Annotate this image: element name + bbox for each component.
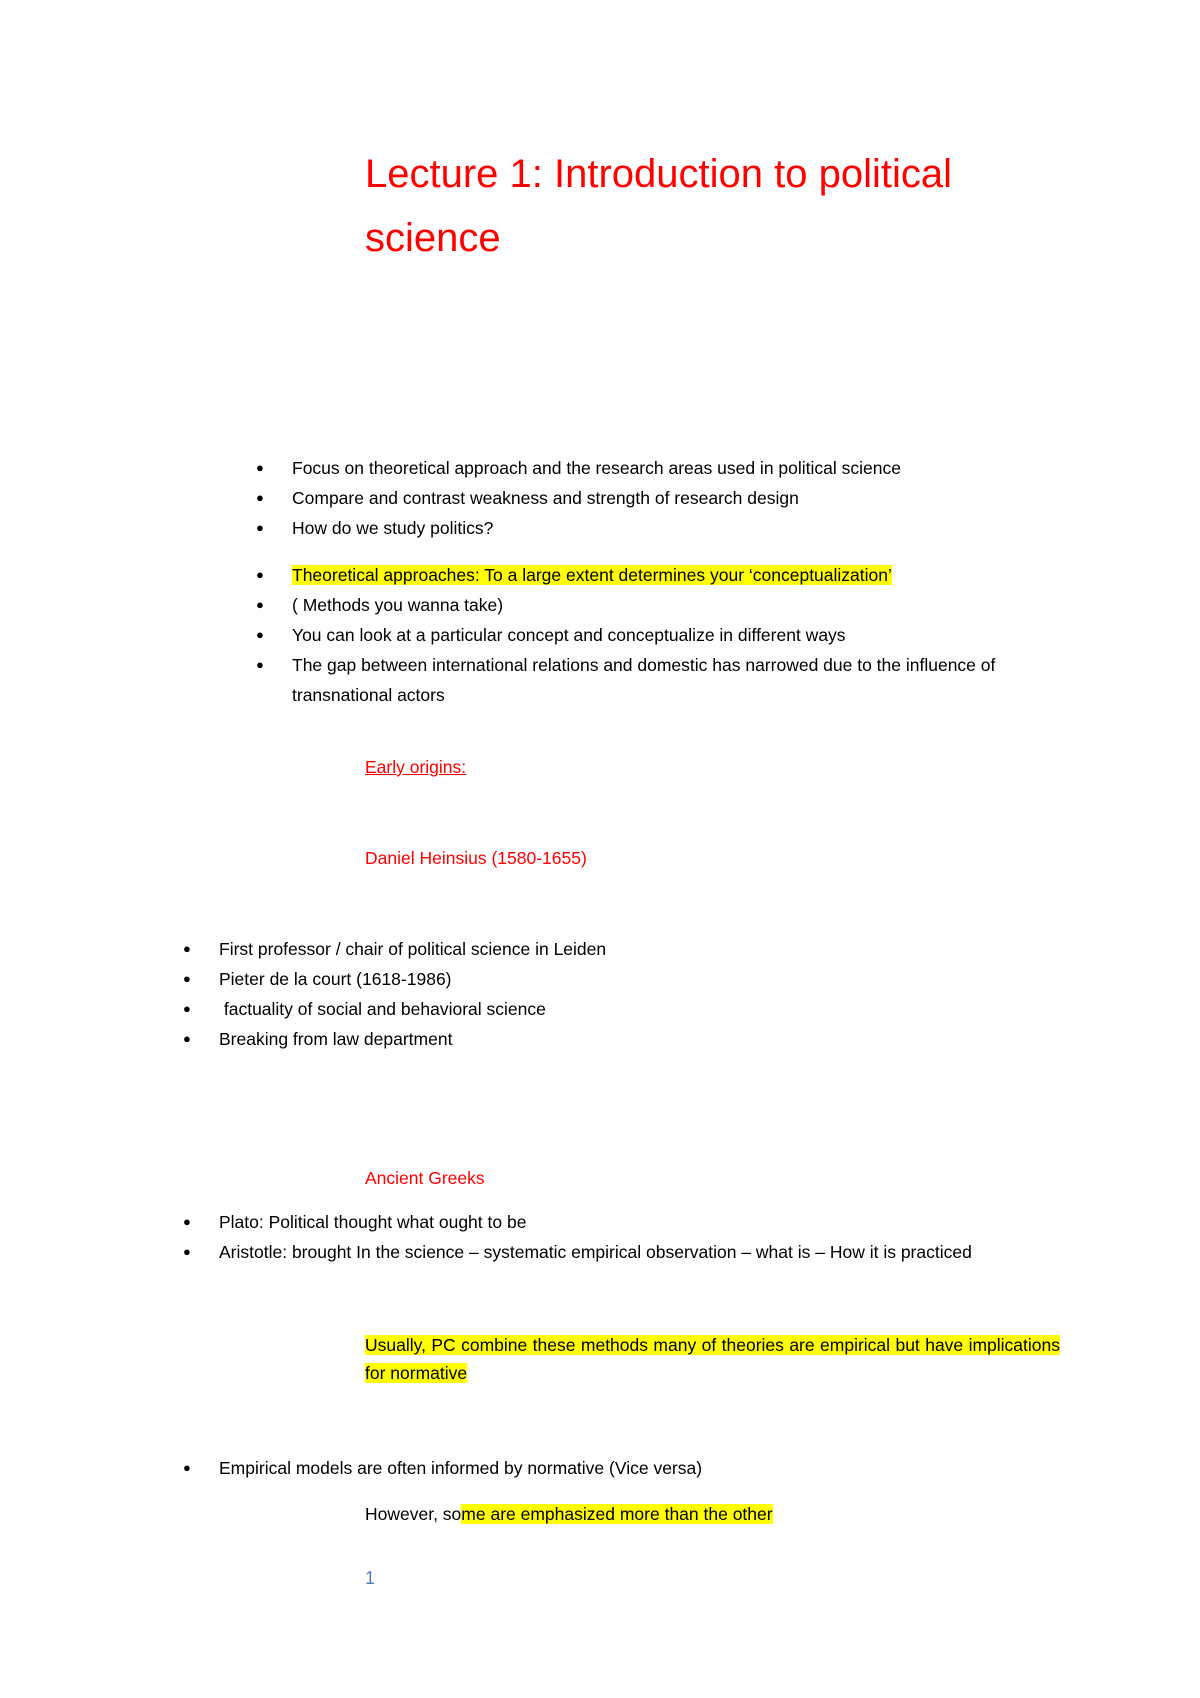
list-item: ● How do we study politics? xyxy=(292,513,1112,543)
list-item: ● ( Methods you wanna take) xyxy=(292,590,1072,620)
list-item xyxy=(256,560,1072,590)
bullet-icon: ● xyxy=(256,460,264,475)
bullet-icon: ● xyxy=(256,567,264,582)
approaches-bullet-list xyxy=(256,560,1072,710)
empirical-bullet-list xyxy=(183,1453,1039,1483)
bullet-icon: ● xyxy=(256,657,264,672)
list-item: ● Breaking from law department xyxy=(219,1024,1039,1054)
list-item: ● Aristotle: brought In the science – systematic empirical observation – what is – How it is practiced xyxy=(219,1237,1099,1267)
bullet-icon: ● xyxy=(256,597,264,612)
list-item: ● Empirical models are often informed by normative (Vice versa) xyxy=(219,1453,1039,1483)
list-item: ● Plato: Political thought what ought to be xyxy=(219,1207,1099,1237)
list-item: ● Focus on theoretical approach and the research areas used in political science xyxy=(292,453,1112,483)
bullet-icon: ● xyxy=(183,1244,191,1259)
list-item: ● Pieter de la court (1618-1986) xyxy=(219,964,1039,994)
intro-bullet-list xyxy=(256,453,1112,543)
bullet-icon: ● xyxy=(183,971,191,986)
bullet-icon: ● xyxy=(256,490,264,505)
section-heading-early-origins: Early origins: xyxy=(365,757,467,777)
methods-paragraph xyxy=(365,1331,1060,1387)
list-item: ● First professor / chair of political science in Leiden xyxy=(219,934,1039,964)
bullet-icon: ● xyxy=(183,1001,191,1016)
bullet-icon: ● xyxy=(183,1214,191,1229)
greeks-bullet-list xyxy=(183,1207,1099,1267)
list-item: ● The gap between international relations and domestic has narrowed due to the influence of transnational actors xyxy=(292,650,1072,710)
section-heading-heinsius: Daniel Heinsius (1580-1655) xyxy=(365,848,587,868)
section-heading-greeks: Ancient Greeks xyxy=(365,1168,485,1188)
however-line: However, some are emphasized more than the other xyxy=(365,1504,773,1524)
bullet-icon: ● xyxy=(256,520,264,535)
bullet-icon: ● xyxy=(183,1031,191,1046)
highlighted-text: me are emphasized more than the other xyxy=(461,1504,773,1524)
page-title: Lecture 1: Introduction to political science xyxy=(365,152,953,260)
bullet-icon: ● xyxy=(256,627,264,642)
list-item: ● factuality of social and behavioral science xyxy=(219,994,1039,1024)
list-item: ● You can look at a particular concept and conceptualize in different ways xyxy=(292,620,1072,650)
bullet-icon: ● xyxy=(183,941,191,956)
highlighted-text: Usually, PC combine these methods many of theories are empirical but have implications for normative xyxy=(365,1335,1060,1383)
list-item: ● Compare and contrast weakness and strength of research design xyxy=(292,483,1112,513)
page-number: 1 xyxy=(365,1568,376,1588)
highlighted-text: Theoretical approaches: To a large extent determines your ‘conceptualization’ xyxy=(292,565,892,585)
heinsius-bullet-list xyxy=(183,934,1039,1054)
bullet-icon: ● xyxy=(183,1460,191,1475)
